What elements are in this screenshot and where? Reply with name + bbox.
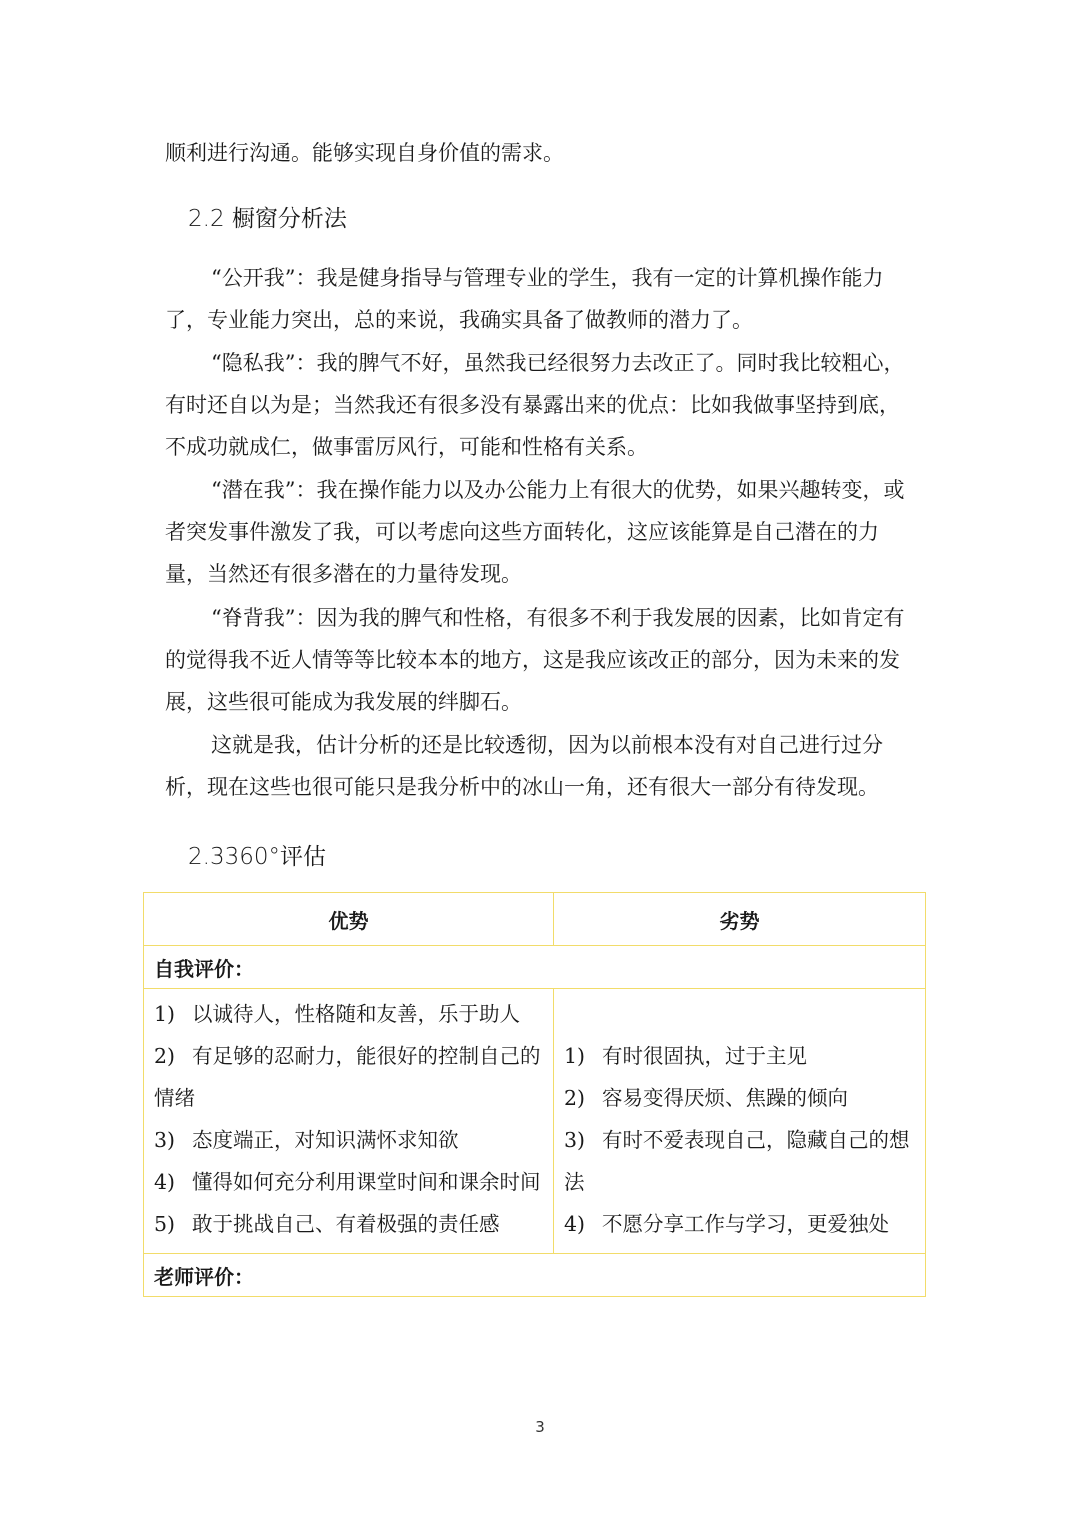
self-evaluation-label: 自我评价： [144, 946, 926, 989]
section-title: 评估 [279, 844, 326, 870]
teacher-evaluation-label: 老师评价： [144, 1254, 926, 1297]
paragraph-private-self: “隐私我”：我的脾气不好，虽然我已经很努力去改正了。同时我比较粗心，有时还自以为是；当然我还有很多没有暴露出来的优点：比如我做事坚持到底，不成功就成仁，做事雷厉风行，可能和性格有关系。 [165, 351, 905, 459]
page-number: 3 [535, 1418, 545, 1436]
header-strengths: 优势 [144, 893, 554, 946]
paragraph-back-self: “脊背我”：因为我的脾气和性格，有很多不利于我发展的因素，比如肯定有的觉得我不近人情等等比较本本的地方，这是我应该改正的部分，因为未来的发展，这些很可能成为我发展的绊脚石。 [165, 606, 905, 714]
list-item: 3) 有时不爱表现自己，隐藏自己的想法 [564, 1128, 910, 1194]
strengths-cell [144, 989, 554, 1254]
list-item: 2) 有足够的忍耐力，能很好的控制自己的情绪 [154, 1044, 541, 1110]
list-item: 4) 懂得如何充分利用课堂时间和课余时间 [154, 1170, 541, 1194]
section-number: 2.3360° [188, 844, 280, 870]
paragraph-potential-self: “潜在我”：我在操作能力以及办公能力上有很大的优势，如果兴趣转变，或者突发事件激发了我，可以考虑向这些方面转化，这应该能算是自己潜在的力量，当然还有很多潜在的力量待发现。 [165, 478, 905, 586]
weaknesses-cell [554, 989, 926, 1254]
list-item: 2) 容易变得厌烦、焦躁的倾向 [564, 1086, 848, 1110]
section-title: 橱窗分析法 [231, 206, 347, 232]
evaluation-table [143, 892, 926, 1297]
section-number: 2.2 [188, 206, 225, 232]
list-item: 3) 态度端正，对知识满怀求知欲 [154, 1128, 459, 1152]
list-item: 5) 敢于挑战自己、有着极强的责任感 [154, 1212, 500, 1236]
paragraph-public-self: “公开我”：我是健身指导与管理专业的学生，我有一定的计算机操作能力了，专业能力突出，总的来说，我确实具备了做教师的潜力了。 [165, 266, 884, 332]
list-item: 4) 不愿分享工作与学习，更爱独处 [564, 1212, 889, 1236]
list-item: 1) 有时很固执，过于主见 [564, 1044, 807, 1068]
intro-line: 顺利进行沟通。能够实现自身价值的需求。 [165, 141, 564, 165]
list-item: 1) 以诚待人，性格随和友善，乐于助人 [154, 1002, 520, 1026]
header-weaknesses: 劣势 [554, 893, 926, 946]
section-heading-2-3 [188, 838, 326, 871]
paragraph-summary: 这就是我，估计分析的还是比较透彻，因为以前根本没有对自己进行过分析，现在这些也很可能只是我分析中的冰山一角，还有很大一部分有待发现。 [165, 733, 883, 799]
section-heading-2-2 [188, 200, 347, 233]
